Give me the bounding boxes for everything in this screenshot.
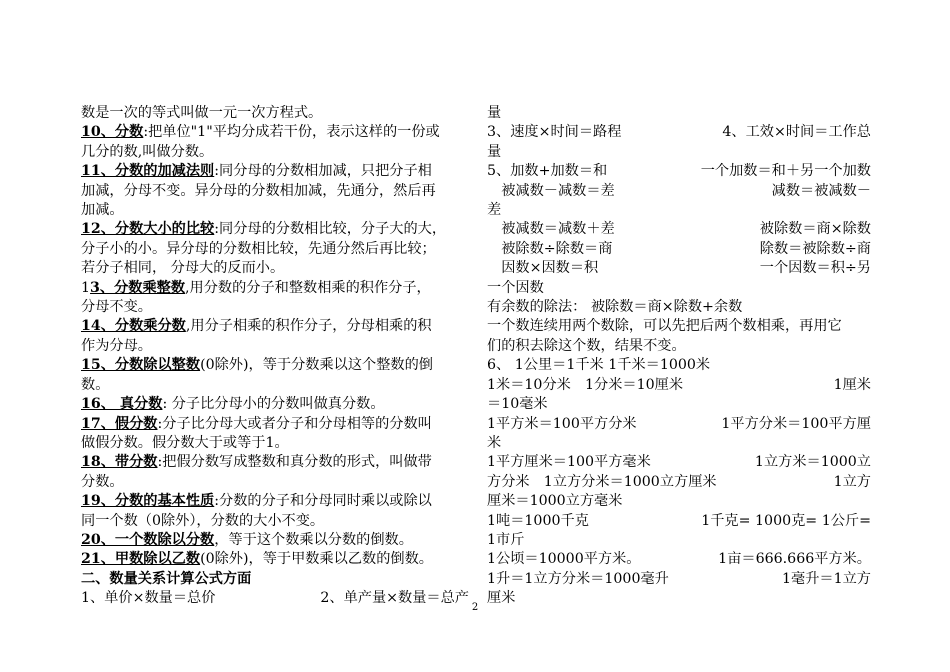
text-line [81,317,469,336]
text-line [81,531,469,550]
body-text: 1市斤 [487,531,525,548]
section-heading: 16、 真分数 [81,396,163,413]
body-text: (0除外)，等于甲数乘以乙数的倒数。 [200,551,433,568]
body-text: 6、 1公里＝1千米 1千米＝1000米 [487,357,711,374]
formula-line [487,570,871,589]
body-text: 加减，分母不变。异分母的分数相加减，先通分，然后再 [81,182,436,199]
formula-right: 被除数＝商×除数 [759,221,871,238]
body-text: 一个数连续用两个数除，可以先把后两个数相乘，再用它 [487,318,842,335]
body-text: 有余数的除法： 被除数＝商×除数+余数 [487,299,743,316]
body-text: 做假分数。假分数大于或等于1。 [81,434,289,451]
body-text: 作为分母。 [81,337,152,354]
body-text: 米 [487,434,502,451]
body-text: 厘米＝1000立方毫米 [487,493,623,510]
formula-left: 1平方厘米＝100平方毫米 [487,454,651,471]
text-line [81,376,469,395]
text-line [81,415,469,434]
text-line [81,279,469,298]
body-text: 分子小的小。异分母的分数相比较，先通分然后再比较； [81,240,436,257]
chapter-heading: 二、数量关系计算公式方面 [81,570,252,587]
text-line [487,298,871,317]
text-line [81,453,469,472]
line-prefix: 1 [81,279,91,296]
text-line [487,279,871,298]
formula-right: 1立方 [833,473,871,490]
body-text: ,用分子相乘的积作分子，分母相乘的积 [185,318,432,335]
body-text: 差 [487,202,502,219]
page-number: 2 [471,602,479,613]
formula-line [487,376,871,395]
text-line [487,531,871,550]
body-text: 量 [487,105,502,121]
text-line [81,434,469,453]
text-line [81,298,469,317]
formula-right: 一个加数＝和＋另一个加数 [700,163,871,180]
formula-left: 因数×因数＝积 [487,260,599,277]
body-text: 们的积去除这个数，结果不变。 [487,337,686,354]
section-heading: 18、带分数 [81,454,158,471]
formula-right: 1厘米 [833,376,871,393]
text-line [81,201,469,220]
formula-right: 减数＝被减数－ [771,182,871,199]
formula-line [487,259,871,278]
text-line [487,104,871,123]
section-heading: 17、假分数 [81,415,158,432]
text-line [81,395,469,414]
body-text: ，等于这个数乘以分数的倒数。 [214,531,413,548]
text-line [81,473,469,492]
formula-right: 1平方分米＝100平方厘 [721,415,871,432]
text-line [487,492,871,511]
formula-left: 1平方米＝100平方分米 [487,415,637,432]
formula-line [487,162,871,181]
left-column [81,104,469,609]
text-line [81,337,469,356]
body-text: :分子比分母大或者分子和分母相等的分数叫 [157,415,432,432]
text-line [81,512,469,531]
formula-left: 1公顷＝10000平方米。 [487,551,641,568]
formula-line [487,415,871,434]
formula-line [487,473,871,492]
formula-line [487,550,871,569]
text-line [487,434,871,453]
section-heading: 21、甲数除以乙数 [81,551,201,568]
body-text: 一个因数 [487,279,544,296]
text-line [487,317,871,336]
formula-right: 一个因数＝积÷另 [759,260,871,277]
section-heading: 10、分数 [81,124,144,141]
text-line [81,162,469,181]
formula-left: 1、单价×数量＝总价 [81,590,216,607]
body-text: ,用分数的分子和整数相乘的积作分子， [185,279,431,296]
text-line [81,182,469,201]
body-text: 分数。 [81,473,124,490]
section-heading: 20、一个数除以分数 [81,531,215,548]
formula-line [487,240,871,259]
body-text: (0除外)，等于分数乘以这个整数的倒 [200,357,433,374]
text-line [81,259,469,278]
formula-right: 1立方米＝1000立 [754,454,871,471]
formula-right: 4、工效×时间＝工作总 [722,124,871,141]
text-line [81,123,469,142]
body-text: 几分的数,叫做分数。 [81,143,214,160]
formula-left: 1米＝10分米 1分米＝10厘米 [487,376,684,393]
body-text: 同一个数（0除外），分数的大小不变。 [81,512,325,529]
formula-line [487,182,871,201]
body-text: 厘米 [487,590,516,607]
body-text: : 分子比分母小的分数叫做真分数。 [162,396,385,413]
formula-left: 被除数÷除数＝商 [487,240,613,257]
body-text: :同分母的分数相比较，分子大的大， [214,221,447,238]
section-heading: 14、分数乘分数 [81,318,186,335]
section-heading: 15、分数除以整数 [81,357,201,374]
formula-left: 被减数－减数＝差 [487,182,615,199]
section-heading: 11、分数的加减法则 [81,163,215,180]
body-text: :分数的分子和分母同时乘以或除以 [214,493,432,510]
formula-left: 1吨＝1000千克 [487,512,589,529]
text-line [487,337,871,356]
body-text: ＝10毫米 [487,396,548,413]
text-line [487,395,871,414]
text-line [81,356,469,375]
text-line [487,201,871,220]
text-line [81,143,469,162]
formula-left: 被减数＝减数＋差 [487,221,615,238]
body-text: 分母不变。 [81,299,152,316]
section-heading: 12、分数大小的比较 [81,221,215,238]
formula-left: 1升＝1立方分米＝1000毫升 [487,570,669,587]
body-text: :把假分数写成整数和真分数的形式，叫做带 [157,454,432,471]
body-text: :同分母的分数相加减，只把分子相 [214,163,432,180]
formula-line [487,453,871,472]
formula-left: 方分米 1立方分米＝1000立方厘米 [487,473,717,490]
section-heading: 3、分数乘整数 [90,279,186,296]
text-line [81,220,469,239]
formula-left: 5、加数+加数＝和 [487,163,608,180]
body-text: 若分子相同， 分母大的反而小。 [81,260,285,277]
formula-right: 2、单产量×数量＝总产 [320,590,469,607]
text-line [487,356,871,375]
body-text: 数。 [81,376,110,393]
formula-right: 除数＝被除数÷商 [759,240,871,257]
body-text: 数是一次的等式叫做一元一次方程式。 [81,105,323,121]
text-line [81,104,469,123]
text-line [81,570,469,589]
text-line [81,492,469,511]
right-column [487,104,871,609]
body-text: 量 [487,143,502,160]
body-text: 加减。 [81,202,124,219]
formula-line [487,512,871,531]
formula-line [487,123,871,142]
formula-right: 1亩＝666.666平方米。 [718,551,871,568]
section-heading: 19、分数的基本性质 [81,493,215,510]
body-text: :把单位"1"平均分成若干份，表示这样的一份或 [143,124,440,141]
formula-line [487,220,871,239]
formula-right: 1千克= 1000克= 1公斤= [701,512,871,529]
text-line [81,240,469,259]
formula-left: 3、速度×时间＝路程 [487,124,622,141]
formula-right: 1毫升＝1立方 [782,570,871,587]
text-line [487,143,871,162]
text-line [81,550,469,569]
